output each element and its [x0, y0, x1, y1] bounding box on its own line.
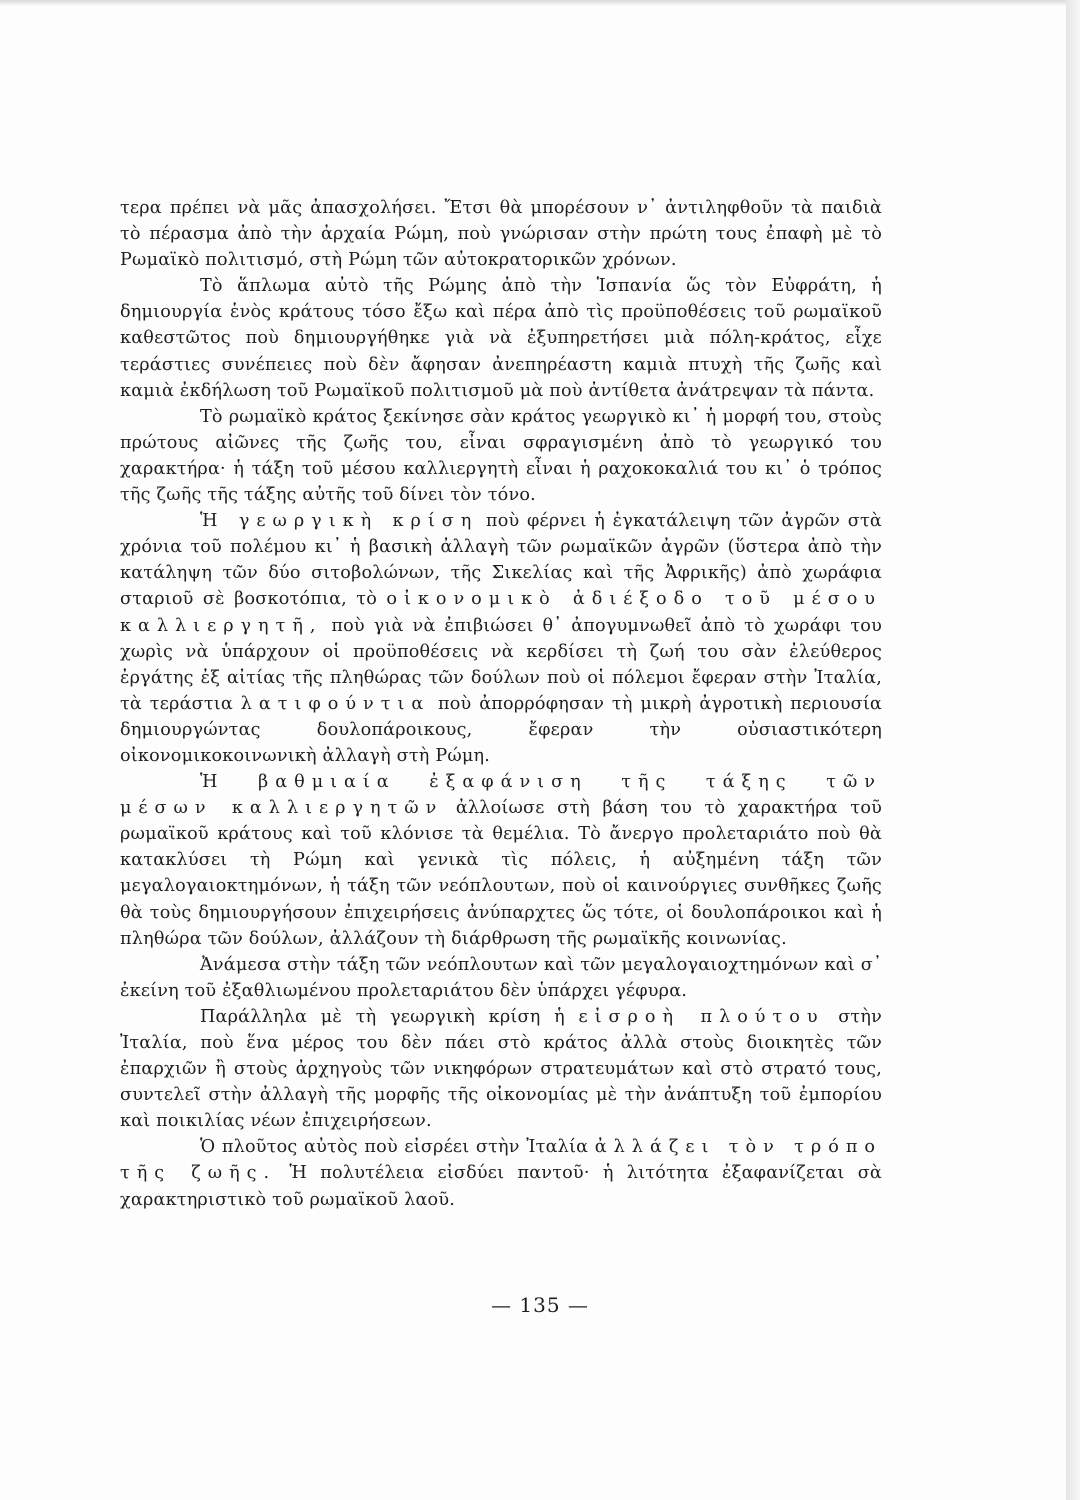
text-run: ἀλλοίωσε στὴ βάση του τὸ χαρακτήρα τοῦ ρωμαϊκοῦ κράτους καὶ τοῦ κλόνισε τὰ θεμέλια. Τὸ ἄνεργο προλεταριάτο ποὺ θὰ κατακλύσει τὴ Ρώμη καὶ γενικὰ τὶς πόλεις, ἡ αὐξημένη τάξη τῶν μεγαλογαιοκτημόνων, ἡ τάξη τῶν νεόπλουτων, ποὺ οἱ καινούργιες συνθῆκες ζωῆς θὰ τοὺς δημιουργήσουν ἐπιχειρήσεις ἀνύπαρχτες ὥς τότε, οἱ δουλοπάροικοι καὶ ἡ πληθώρα τῶν δούλων, ἀλλάζουν τὴ διάρθρωση τῆς ρωμαϊκῆς κοινωνίας.	[120, 798, 883, 949]
body-text	[120, 195, 882, 1213]
paragraph	[120, 404, 882, 508]
emphasized-text: Ἡ βαθμιαία ἐξαφάνιση τῆς τάξης τῶν μέσων καλλιεργητῶν	[120, 772, 882, 819]
text-run: τερα πρέπει νὰ μᾶς ἀπασχολήσει. Ἔτσι θὰ μπορέσουν ν᾽ ἀντιληφθοῦν τὰ παιδιὰ τὸ πέρασμα ἀπὸ τὴν ἀρχαία Ρώμη, ποὺ γνώρισαν στὴν πρώτη τους ἐπαφὴ μὲ τὸ Ρωμαϊκὸ πολιτισμό, στὴ Ρώμη τῶν αὐτοκρατορικῶν χρόνων.	[120, 198, 882, 271]
text-run: ποὺ γιὰ νὰ ἐπιβιώσει θ᾽ ἀπογυμνωθεῖ ἀπὸ τὸ χωράφι του χωρὶς νὰ ὑπάρχουν οἱ προϋποθέσεις νὰ κερδίσει τὴ ζωή του σὰν ἐλεύθερος ἐργάτης ἐξ αἰτίας τῆς πληθώρας τῶν δούλων ποὺ οἱ πόλεμοι ἔφεραν στὴν Ἰταλία, τὰ τεράστια	[120, 615, 882, 714]
paragraph	[120, 769, 882, 952]
text-run: στὴν Ἰταλία, ποὺ ἕνα μέρος του δὲν πάει στὸ κράτος ἀλλὰ στοὺς διοικητὲς τῶν ἐπαρχιῶν ἢ στοὺς ἀρχηγοὺς τῶν νικηφόρων στρατευμάτων καὶ στὸ στρατό τους, συντελεῖ στὴν ἀλλαγὴ τῆς μορφῆς τῆς οἰκονομίας μὲ τὴν ἀνάπτυξη τοῦ ἐμπορίου καὶ ποικιλίας νέων ἐπιχειρήσεων.	[120, 1006, 882, 1132]
paragraph	[120, 1134, 882, 1212]
paragraph	[120, 1004, 882, 1134]
text-run: ποὺ φέρνει ἡ ἐγκατάλειψη τῶν ἀγρῶν στὰ χρόνια τοῦ πολέμου κι᾽ ἡ βασικὴ ἀλλαγὴ τῶν ρωμαϊκῶν ἀγρῶν (ὕστερα ἀπὸ τὴν κατάληψη τῶν δύο σιτοβολώνων, τῆς Σικελίας καὶ τῆς Ἀφρικῆς) ἀπὸ χωράφια σταριοῦ σὲ βοσκοτόπια, τὸ	[120, 511, 882, 610]
paragraph	[120, 195, 882, 273]
emphasized-text: ἀλλάζει τὸν τρόπο τῆς ζωῆς.	[120, 1137, 882, 1184]
text-run: Τὸ ἅπλωμα αὐτὸ τῆς Ρώμης ἀπὸ τὴν Ἱσπανία ὥς τὸν Εὐφράτη, ἡ δημιουργία ἑνὸς κράτους τόσο ἔξω καὶ πέρα ἀπὸ τὶς προϋποθέσεις τοῦ ρωμαϊκοῦ καθεστῶτος ποὺ δημιουργήθηκε γιὰ νὰ ἐξυπηρετήσει μιὰ πόλη-κράτος, εἶχε τεράστιες συνέπειες ποὺ δὲν ἄφησαν ἀνεπηρέαστη καμιὰ πτυχὴ τῆς ζωῆς καὶ καμιὰ ἐκδήλωση τοῦ Ρωμαϊκοῦ πολιτισμοῦ μὰ ποὺ ἀντίθετα ἀνάτρεψαν τὰ πάντα.	[120, 276, 882, 401]
text-run: Ἡ πολυτέλεια εἰσδύει παντοῦ· ἡ λιτότητα ἐξαφανίζεται σὰ χαρακτηριστικὸ τοῦ ρωμαϊκοῦ λαοῦ.	[120, 1163, 882, 1210]
text-run: Παράλληλα μὲ τὴ γεωργικὴ κρίση ἡ	[200, 1006, 579, 1027]
paragraph	[120, 273, 882, 403]
paragraph	[120, 508, 882, 769]
text-run: Τὸ ρωμαϊκὸ κράτος ξεκίνησε σὰν κράτος γεωργικὸ κι᾽ ἡ μορφή του, στοὺς πρώτους αἰῶνες τῆς ζωῆς του, εἶναι σφραγισμένη ἀπὸ τὸ γεωργικό του χαρακτήρα· ἡ τάξη τοῦ μέσου καλλιεργητὴ εἶναι ἡ ραχοκοκαλιά του κι᾽ ὁ τρόπος τῆς ζωῆς τῆς τάξης αὐτῆς τοῦ δίνει τὸν τόνο.	[120, 406, 882, 506]
emphasized-text: λατιφούντια	[240, 693, 431, 714]
page-number: — 135 —	[491, 1293, 589, 1317]
page-top-shadow	[0, 0, 1080, 6]
text-run: Ἀνάμεσα στὴν τάξη τῶν νεόπλουτων καὶ τῶν μεγαλογαιοχτημόνων καὶ σ᾽ ἐκείνη τοῦ ἐξαθλιωμένου προλεταριάτου δὲν ὑπάρχει γέφυρα.	[120, 954, 882, 1001]
page-right-edge	[1066, 0, 1080, 1500]
text-run: ποὺ ἀπορρόφησαν τὴ μικρὴ ἀγροτικὴ περιουσία δημιουργώντας δουλοπάροικους, ἔφεραν τὴν οὐσιαστικότερη οἰκονομικοκοινωνικὴ ἀλλαγὴ στὴ Ρώμη.	[120, 693, 883, 766]
text-run: Ὁ πλοῦτος αὐτὸς ποὺ εἰσρέει στὴν Ἰταλία	[200, 1137, 595, 1158]
emphasized-text: εἰσροὴ πλούτου	[578, 1006, 825, 1027]
paragraph	[120, 952, 882, 1004]
emphasized-text: οἰκονομικὸ ἀδιέξοδο τοῦ μέσου καλλιεργητῆ,	[120, 589, 883, 636]
emphasized-text: Ἡ γεωργικὴ κρίση	[200, 511, 479, 532]
